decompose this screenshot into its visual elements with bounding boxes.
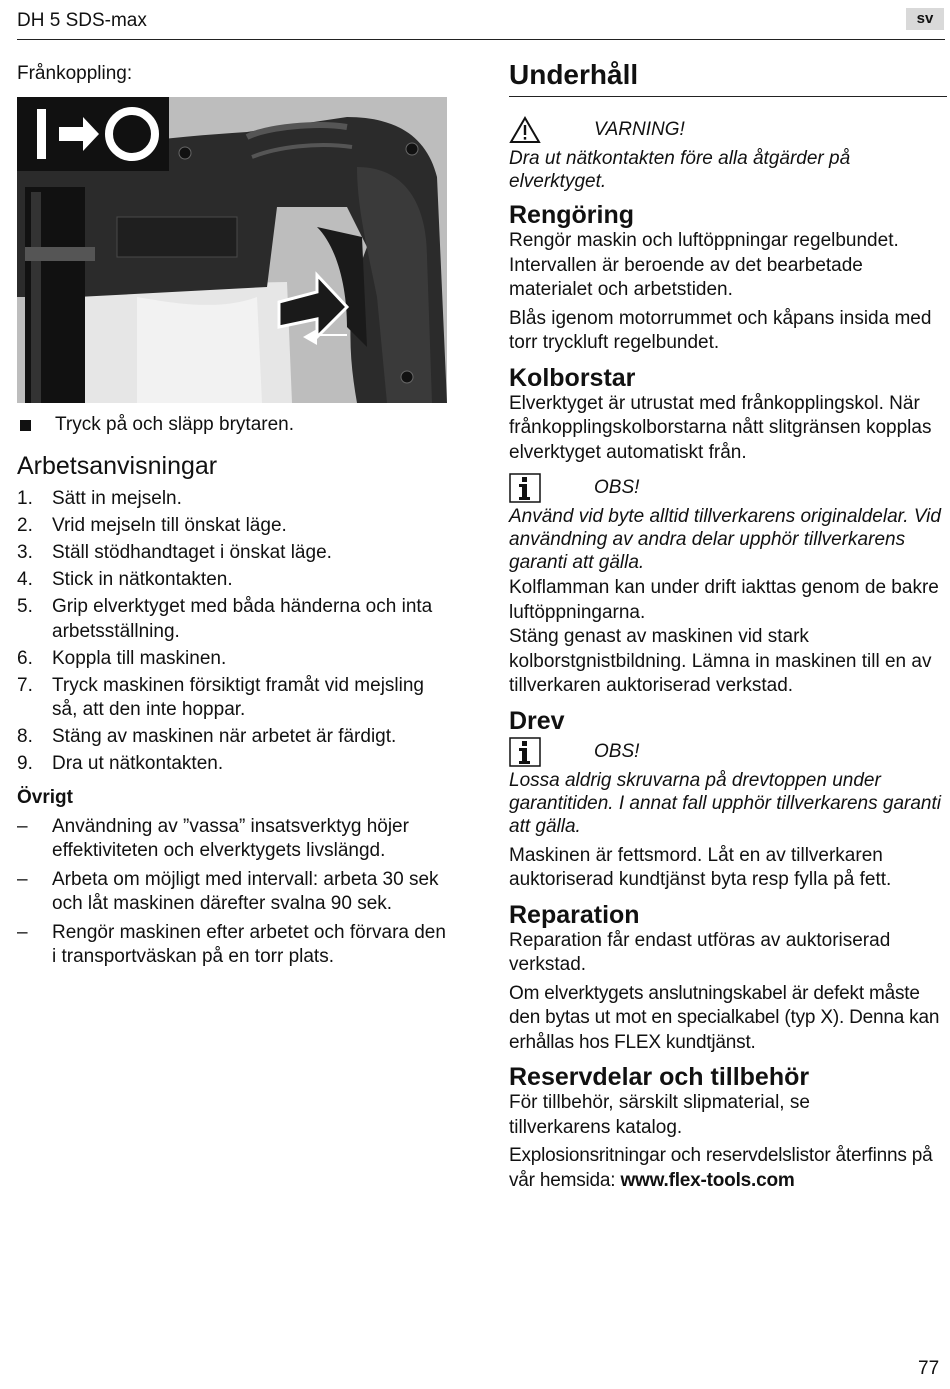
list-item	[17, 647, 449, 672]
brush-paragraph-2: Kolflamman kan under drift iakttas genom de bakre luftöppningarna.	[509, 577, 939, 623]
gear-obs-text: Lossa aldrig skruvarna på drevtoppen under garantitiden. I annat fall upphör tillverkarens garanti att gälla.	[509, 769, 941, 837]
list-number: 3.	[17, 542, 33, 563]
info-icon	[509, 473, 541, 503]
page-number: 77	[918, 1358, 940, 1379]
cleaning-paragraph-1: Rengör maskin och luftöppningar regelbundet. Intervallen är beroende av det bearbetade materialet och arbetstiden.	[509, 230, 899, 300]
list-item	[17, 568, 449, 593]
repair-paragraph-2: Om elverktygets anslutningskabel är defekt måste den bytas ut mot en specialkabel (typ X). Denna kan erhållas hos FLEX kundtjänst.	[509, 982, 940, 1053]
right-column	[509, 58, 947, 1197]
dash-mark: –	[17, 921, 28, 943]
list-item	[17, 595, 449, 644]
parts-paragraph-1: För tillbehör, särskilt slipmaterial, se tillverkarens katalog.	[509, 1092, 810, 1138]
list-text: Rengör maskinen efter arbetet och förvara den i transportväskan på en torr plats.	[52, 921, 446, 967]
list-item	[17, 725, 449, 750]
section-heading-arbetsanvisningar: Arbetsanvisningar	[17, 452, 218, 480]
warning-triangle-icon	[509, 115, 541, 145]
section-heading-kolborstar: Kolborstar	[509, 363, 636, 392]
list-item	[17, 674, 449, 723]
header-divider	[17, 39, 945, 40]
obs-header	[509, 737, 947, 767]
list-item	[17, 514, 449, 539]
brush-paragraph-3: Stäng genast av maskinen vid stark kolborstgnistbildning. Lämna in maskinen till en av tillverkaren auktoriserad verkstad.	[509, 626, 932, 696]
warning-header	[509, 115, 947, 145]
parts-paragraph-2	[509, 1144, 947, 1193]
section-heading-rengoring: Rengöring	[509, 201, 634, 229]
list-text: Arbeta om möjligt med intervall: arbeta 30 sek och låt maskinen därefter svalna 90 sek.	[52, 868, 439, 914]
list-number: 6.	[17, 647, 33, 669]
section-title-underhall: Underhåll	[509, 59, 639, 90]
obs-label: OBS!	[594, 477, 640, 498]
list-text: Grip elverktyget med båda händerna och inta arbetsställning.	[52, 596, 433, 642]
list-item	[17, 868, 449, 917]
section-heading-drev: Drev	[509, 706, 565, 735]
bullet-item	[17, 413, 449, 438]
cleaning-paragraph-2: Blås igenom motorrummet och kåpans insida med torr tryckluft regelbundet.	[509, 307, 932, 353]
steps-list	[17, 487, 449, 777]
list-number: 8.	[17, 726, 33, 747]
list-item	[17, 541, 449, 566]
square-bullet-icon	[20, 420, 31, 431]
warning-text: Dra ut nätkontakten före alla åtgärder på elverktyget.	[509, 148, 851, 192]
switch-off-caption: Frånkoppling:	[17, 63, 133, 84]
brush-paragraph-1: Elverktyget är utrustat med frånkopplingskol. När frånkopplingskolborstarna nått slitgränsen kopplas elverktyget automatiskt från.	[509, 392, 932, 463]
list-text: Sätt in mejseln.	[52, 488, 182, 509]
list-item	[17, 921, 449, 970]
list-item	[17, 487, 449, 512]
other-list	[17, 815, 449, 970]
list-text: Koppla till maskinen.	[52, 647, 227, 669]
obs-header	[509, 473, 947, 503]
list-text: Ställ stödhandtaget i önskat läge.	[52, 542, 332, 563]
list-number: 9.	[17, 753, 33, 774]
document-title: DH 5 SDS-max	[17, 10, 147, 31]
bullet-text: Tryck på och släpp brytaren.	[55, 413, 295, 435]
list-item	[17, 752, 449, 777]
list-text: Tryck maskinen försiktigt framåt vid mejsling så, att den inte hoppar.	[52, 674, 425, 720]
obs-label: OBS!	[594, 740, 640, 762]
subheading-ovrigt: Övrigt	[17, 786, 73, 808]
title-divider	[509, 96, 947, 97]
list-number: 2.	[17, 515, 33, 536]
parts-text: Explosionsritningar och reservdelslistor återfinns på vår hemsida:	[509, 1145, 933, 1191]
list-text: Stick in nätkontakten.	[52, 569, 233, 590]
warning-label: VARNING!	[594, 119, 685, 140]
list-number: 7.	[17, 674, 33, 696]
left-column	[17, 62, 449, 974]
website-link[interactable]: www.flex-tools.com	[620, 1169, 795, 1191]
language-badge: sv	[906, 8, 944, 30]
list-number: 5.	[17, 596, 33, 617]
switch-off-figure	[17, 97, 447, 403]
section-heading-reparation: Reparation	[509, 900, 640, 929]
gear-paragraph: Maskinen är fettsmord. Låt en av tillverkaren auktoriserad kundtjänst byta resp fylla på fett.	[509, 844, 892, 890]
info-icon	[509, 737, 541, 767]
section-heading-reservdelar: Reservdelar och tillbehör	[509, 1063, 810, 1091]
list-text: Användning av ”vassa” insatsverktyg höjer effektiviteten och elverktygets livslängd.	[52, 815, 409, 861]
repair-paragraph-1: Reparation får endast utföras av auktoriserad verkstad.	[509, 929, 891, 975]
list-text: Stäng av maskinen när arbetet är färdigt.	[52, 726, 397, 747]
list-text: Dra ut nätkontakten.	[52, 753, 224, 774]
list-item	[17, 815, 449, 864]
dash-mark: –	[17, 868, 28, 890]
list-number: 4.	[17, 569, 33, 590]
brush-obs-text: Använd vid byte alltid tillverkarens originaldelar. Vid användning av andra delar upphör tillverkarens garanti att gälla.	[509, 506, 941, 573]
off-switch-icon	[17, 97, 169, 171]
list-number: 1.	[17, 488, 33, 509]
dash-mark: –	[17, 815, 28, 837]
list-text: Vrid mejseln till önskat läge.	[52, 515, 287, 536]
